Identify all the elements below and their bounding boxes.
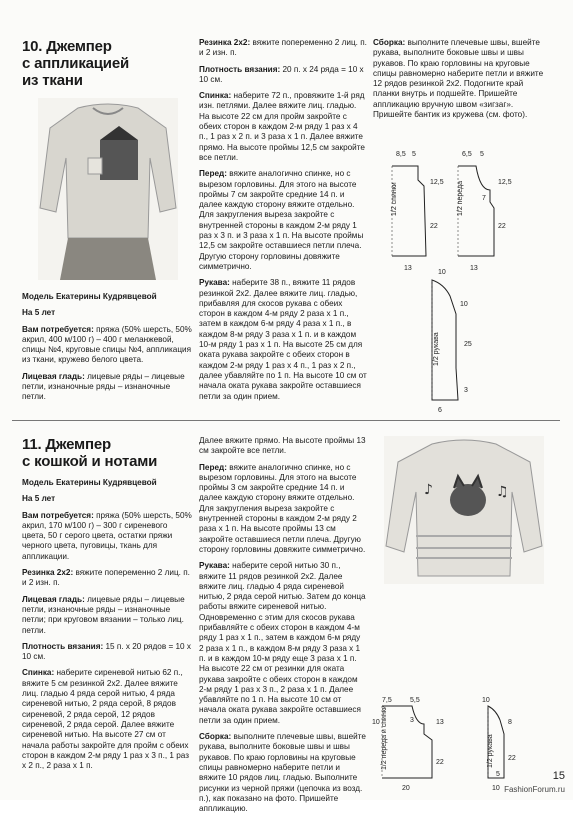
s10-dim-10b: 10 — [460, 301, 468, 308]
s10-stitch-text: лицевые ряды – лицевые петли, изнаночные ряды – изнаночные петли. — [22, 371, 185, 402]
s10-stitch-label: Лицевая гладь: — [22, 371, 85, 381]
s11-back-cont: Далее вяжите прямо. На высоте проймы 13 см закройте все петли. — [199, 436, 366, 456]
s11-dim-20: 20 — [402, 785, 410, 792]
s10-model: Модель Екатерины Кудрявцевой — [22, 292, 157, 301]
s10-front-text: вяжите аналогично спинке, но с вырезом горловины. Для этого на высоте проймы 7 см закройте средние 14 п. и далее каждую сторону вяжите отдельно. Для закругления выреза закройте с внутренней стороны в каждом 2-м ряду 1 раз х 3 п. и 3 раза х 1 п. На высоте проймы 12,5 см закройте оставшиеся петли плеча. Другую сторону горловины довяжите симметрично. — [199, 169, 364, 271]
s10-sleeve — [199, 278, 367, 402]
s10-sweater-image — [38, 98, 178, 280]
s11-rib-label: Резинка 2х2: — [22, 568, 74, 578]
s10-left-text — [22, 292, 192, 409]
s10-dim-85: 8,5 — [396, 151, 406, 158]
s11-sweater-photo — [384, 436, 544, 584]
s10-back — [199, 91, 367, 163]
s10-rib-label: Резинка 2х2: — [199, 38, 251, 47]
s11-middle-text — [199, 436, 367, 820]
s11-pattern-diagram — [372, 694, 552, 794]
s11-sleeve-text: наберите серой нитью 30 п., вяжите 11 рядов резинкой 2х2. Далее вяжите лиц. гладью 4 ряда сиреневой нитью, 2 ряда серой нитью. Затем до конца работы вяжите сиреневой нитью. Одновременно с этим для скосов рукава прибавляйте с обеих сторон в каждом 4-м ряду 1 раз х 1 п., затем в каждом 6-м ряду 2 раза х 1 п., в каждом 8-м ряду 3 раза х 1 п. и в каждом 10-м ряду еще 3 раза х 1 п. На высоте 22 см от резинки для оката рукава закройте с обеих сторон в каждом 2-м ряду 1 раз х 3 п., 2 раза х 1 п. Далее убавляйте по 1 п. На высоте 10 см от начала оката рукава закройте оставшиеся петли за один прием. — [199, 561, 366, 725]
s11-density-label: Плотность вязания: — [22, 641, 104, 651]
s11-density — [22, 642, 192, 663]
s10-right-text — [373, 38, 545, 126]
s11-assembly-text: выполните плечевые швы, вшейте рукава, выполните боковые швы и швы рукавов. По краю горловины на круговые спицы равномерно наберите петли и вяжите 10 рядов лиц. гладью. Выполните рисунки из черной пряжи (цепочка из возд. п.), как показано на фото. Пришейте аппликацию. — [199, 732, 366, 814]
s11-diagram-sleeve-label: 1/2 рукава — [487, 734, 494, 768]
s11-stitch-text: лицевые ряды – лицевые петли, изнаночные ряды – изнаночные петли; при круговом вязании – только лиц. петли. — [22, 594, 185, 635]
s11-title-l1: 11. Джемпер — [22, 436, 111, 453]
s11-dim-22a: 22 — [436, 759, 444, 766]
s10-dim-10a: 10 — [438, 269, 446, 276]
s10-dim-7: 7 — [482, 195, 486, 202]
s10-front — [199, 169, 367, 272]
s11-rib — [22, 568, 192, 589]
s10-title-l2: с аппликацией — [22, 55, 129, 72]
s11-stitch-label: Лицевая гладь: — [22, 594, 85, 604]
s11-dim-75: 7,5 — [382, 697, 392, 704]
s11-assembly-label: Сборка: — [199, 732, 232, 742]
s11-stitch — [22, 595, 192, 636]
s11-front-text: вяжите аналогично спинке, но с вырезом горловины. Для этого на высоте проймы 3 см закройте средние 14 п. и далее каждую сторону вяжите отдельно. Для закругления выреза закройте с внутренней стороны в каждом 2-м ряду 2 раза х 1 п. На высоте проймы 13 см закройте оставшиеся петли плеча. Другую сторону горловины довяжите симметрично. — [199, 462, 366, 554]
s10-materials-label: Вам потребуется: — [22, 324, 94, 334]
s11-sleeve-label: Рукава: — [199, 561, 230, 571]
s11-materials-text: пряжа (50% шерсть, 50% акрил, 170 м/100 г) – 300 г сиреневого цвета, 50 г серого цвета, остатки пряжи черного цвета, пуговицы, ткань для аппликации. — [22, 510, 192, 561]
s11-assembly — [199, 732, 367, 814]
s10-sweater-photo — [38, 98, 178, 280]
s10-rib — [199, 38, 367, 59]
s11-density-text: 15 п. х 20 рядов = 10 х 10 см. — [22, 641, 191, 662]
s10-pattern-diagram — [372, 146, 552, 416]
s11-back-text: наберите сиреневой нитью 62 п., вяжите 5 см резинкой 2х2. Далее вяжите лиц. гладью 4 ряда серой нитью, 4 ряда сиреневой нитью, 2 ряда серой, 8 рядов сиреневой, 2 ряда серой, 12 рядов сиреневой, 2 ряда серой. Далее вяжите сиреневой нитью. На высоте 27 см от начала работы закройте для пройм с обеих сторон в каждом 2-м ряду 1 раз х 3 п., 1 раз х 2 п., 2 раза х 1 п. — [22, 668, 190, 771]
s10-dim-13b: 13 — [470, 265, 478, 272]
s11-back-label: Спинка: — [22, 668, 55, 678]
s10-sleeve-label: Рукава: — [199, 278, 230, 288]
s10-dim-5a: 5 — [412, 151, 416, 158]
s10-assembly-text: выполните плечевые швы, вшейте рукава, выполните боковые швы и швы рукавов. По краю горловины на круговые спицы равномерно наберите петли и вяжите 12 рядов резинкой 2х2. Подогните край планки внутрь и подшейте. Пришейте аппликацию вручную швом «зигзаг». Пришейте бантик из кружева (см. фото). — [373, 38, 544, 120]
s10-density-text: 20 п. х 24 ряда = 10 х 10 см. — [199, 64, 364, 84]
site-watermark: FashionForum.ru — [504, 785, 565, 794]
s10-title-l3: из ткани — [22, 72, 83, 89]
s10-dim-22a: 22 — [430, 223, 438, 230]
s11-dim-5: 5 — [496, 771, 500, 778]
s10-materials-text: пряжа (50% шерсть, 50% акрил, 400 м/100 г) – 400 г меланжевой, спицы №4, круговые спицы №4, аппликация из ткани, кружево белого цвета. — [22, 324, 192, 365]
s10-dim-125b: 12,5 — [498, 179, 512, 186]
section-divider — [12, 420, 560, 421]
s10-stitch — [22, 372, 192, 403]
s10-diagram-sleeve-label: 1/2 рукава — [433, 332, 440, 366]
s10-density — [199, 65, 367, 86]
svg-text:♪: ♪ — [424, 482, 433, 498]
s10-back-label: Спинка: — [199, 91, 232, 101]
s11-title-l2: с кошкой и нотами — [22, 453, 158, 470]
s11-left-text — [22, 478, 192, 777]
s11-sweater-image — [384, 436, 544, 584]
page-number: 15 — [552, 770, 565, 782]
s10-middle-text — [199, 38, 367, 408]
s10-assembly-label: Сборка: — [373, 38, 406, 47]
s11-back — [22, 668, 192, 771]
s11-title — [22, 436, 202, 470]
s11-sleeve — [199, 561, 367, 726]
s10-dim-22b: 22 — [498, 223, 506, 230]
s10-front-label: Перед: — [199, 169, 227, 179]
s11-materials — [22, 511, 192, 562]
s10-diagram-front-label: 1/2 переда — [457, 181, 464, 216]
s11-dim-3: 3 — [410, 717, 414, 724]
s10-dim-65: 6,5 — [462, 151, 472, 158]
s11-dim-13: 13 — [436, 719, 444, 726]
s10-density-label: Плотность вязания: — [199, 64, 281, 74]
s11-age: На 5 лет — [22, 494, 56, 504]
s10-age: На 5 лет — [22, 308, 56, 318]
s11-dim-10b: 10 — [482, 697, 490, 704]
s10-dim-6: 6 — [438, 407, 442, 414]
s10-materials — [22, 325, 192, 366]
s11-model: Модель Екатерины Кудрявцевой — [22, 478, 157, 487]
s11-dim-10a: 10 — [372, 719, 380, 726]
s11-dim-22b: 22 — [508, 755, 516, 762]
s10-dim-125a: 12,5 — [430, 179, 444, 186]
s10-title — [22, 38, 182, 89]
s11-rib-text: вяжите попеременно 2 лиц. п. и 2 изн. п. — [22, 568, 190, 588]
s11-dim-8: 8 — [508, 719, 512, 726]
s11-diagram-body-label: 1/2 переда и спинки — [381, 705, 388, 770]
s10-sleeve-text: наберите 38 п., вяжите 11 рядов резинкой 2х2. Далее вяжите лиц. гладью, прибавляя для скосов рукава с обеих сторон в каждом 4-м ряду 2 раза х 1 п., затем в каждом 6-м ряду 4 раза х 1 п., в каждом 8-м ряду 3 раза х 1 п. и в каждом 10-м ряду 1 раз х 1 п. На высоте 25 см для оката рукава закройте с обеих сторон в каждом 2-м ряду 1 раз х 4 п., 1 раз х 2 п., далее убавляйте по 1 п. На высоте 10 см от начала оката рукава закройте оставшиеся петли за один прием. — [199, 278, 367, 401]
s10-rib-text: вяжите попеременно 2 лиц. п. и 2 изн. п. — [199, 38, 367, 58]
s10-dim-13a: 13 — [404, 265, 412, 272]
s11-dim-10c: 10 — [492, 785, 500, 792]
s11-dim-55: 5,5 — [410, 697, 420, 704]
s11-front-label: Перед: — [199, 462, 227, 472]
s11-front — [199, 463, 367, 556]
s10-title-l1: 10. Джемпер — [22, 38, 112, 55]
s10-dim-25: 25 — [464, 341, 472, 348]
s10-diagram-back-label: 1/2 спинки — [391, 182, 398, 216]
s10-dim-5b: 5 — [480, 151, 484, 158]
s10-assembly — [373, 38, 545, 120]
svg-text:♫: ♫ — [496, 484, 509, 500]
s10-back-text: наберите 72 п., провяжите 1-й ряд изн. петлями. Далее вяжите лиц. гладью. На высоте 22 см для пройм закройте с обеих сторон в каждом 2-м ряду 1 раз х 4 п., 1 раз х 2 п. и 3 раза х 1 п. Далее вяжите прямо. На высоте проймы 12,5 см закройте все петли. — [199, 91, 365, 162]
s11-materials-label: Вам потребуется: — [22, 510, 94, 520]
s10-dim-3: 3 — [464, 387, 468, 394]
